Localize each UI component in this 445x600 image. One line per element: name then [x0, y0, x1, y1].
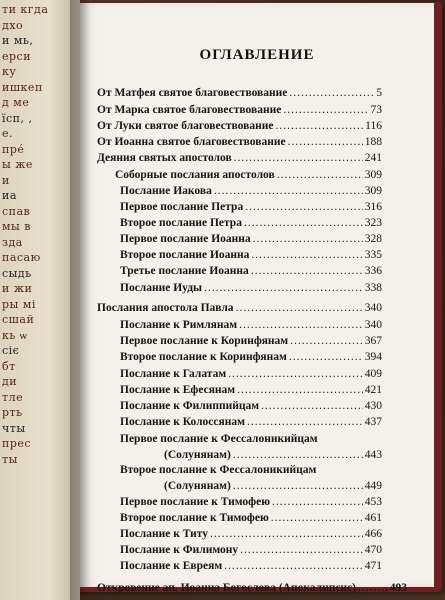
left-page-line: тле [2, 390, 24, 404]
toc-entry[interactable] [120, 185, 382, 197]
toc-page-number: 241 [364, 152, 382, 164]
toc-entry[interactable] [120, 282, 382, 294]
toc-entry[interactable] [120, 400, 382, 412]
left-page-line: ти кгда [2, 3, 49, 16]
toc-page-number: 340 [364, 302, 382, 314]
toc-leader-dots [277, 169, 363, 181]
toc-page-number: 73 [370, 104, 382, 116]
toc-entry[interactable] [120, 560, 382, 572]
left-page-line: пасаю [2, 251, 41, 264]
left-page-line: чты [2, 421, 26, 435]
toc-entry[interactable] [120, 265, 382, 277]
toc-page-number: 453 [364, 496, 382, 508]
toc-leader-dots [261, 400, 363, 412]
toc-page-number: 116 [365, 120, 382, 132]
left-page-line: спав [2, 204, 31, 218]
toc-leader-dots [251, 249, 362, 261]
toc-entry-title: Послание Иуды [120, 282, 202, 294]
toc-leader-dots [289, 87, 374, 99]
toc-entry-title: Первое послание Иоанна [120, 233, 251, 245]
toc-leader-dots [236, 302, 363, 314]
left-page-line: мы в [2, 220, 32, 233]
library-stamp [200, 503, 370, 533]
toc-entry-continuation[interactable] [164, 480, 382, 492]
toc-entry-title: Деяния святых апостолов [97, 152, 232, 164]
toc-leader-dots [214, 185, 363, 197]
toc-leader-dots [247, 416, 363, 428]
toc-page-number: 323 [364, 217, 382, 229]
toc-leader-dots [251, 265, 363, 277]
toc-entry[interactable] [97, 104, 382, 116]
left-page-line: сшай [2, 313, 35, 326]
left-page-line: и [2, 173, 10, 187]
toc-entry[interactable] [120, 384, 382, 396]
toc-entry[interactable] [120, 416, 382, 428]
toc-entry-title: Послание к Ефесянам [120, 384, 236, 396]
left-page-line: е. [2, 127, 14, 140]
left-page [0, 0, 80, 600]
toc-entry-title: Первое послание к Тимофею [120, 496, 271, 508]
toc-entry-title: Послание к Римлянам [120, 319, 238, 331]
toc-page-number: 470 [364, 544, 382, 556]
left-page-line: їсп, , [2, 111, 33, 125]
toc-entry-title: Послание к Титу [120, 528, 208, 540]
toc-entry-title: От Луки святое благовествование [97, 120, 274, 132]
left-page-line: прес [2, 437, 32, 450]
toc-entry-title: От Марка святое благовествование [97, 104, 282, 116]
toc-page-number: 316 [364, 201, 382, 213]
toc-leader-dots [239, 319, 363, 331]
toc-page-number: 421 [364, 384, 382, 396]
toc-entry-title: Второе послание к Фессалоникийцам [120, 464, 317, 476]
toc-entry-continuation[interactable] [164, 449, 382, 461]
toc-entry-title: Послание Иакова [120, 185, 212, 197]
right-page [80, 3, 434, 594]
toc-entry-title: Откровение ап. Иоанна Богослова (Апокалипсис) [97, 582, 356, 594]
toc-entry-title: Второе послание к Коринфянам [120, 351, 287, 363]
toc-entry[interactable] [115, 169, 382, 181]
toc-leader-dots [240, 544, 363, 556]
left-page-line: иа [2, 189, 17, 202]
left-page-line: и мь, [2, 34, 34, 47]
toc-page-number: 409 [364, 368, 382, 380]
toc-page-number: 493 [389, 582, 407, 594]
toc-entry[interactable] [120, 544, 382, 556]
toc-page-number: 430 [364, 400, 382, 412]
toc-page-number: 367 [364, 335, 382, 347]
toc-leader-dots [224, 560, 363, 572]
toc-entry[interactable] [120, 249, 382, 261]
toc-entry-title: Третье послание Иоанна [120, 265, 249, 277]
toc-page-number: 466 [364, 528, 382, 540]
left-page-line: ты [2, 452, 18, 466]
toc-leader-dots [275, 120, 363, 132]
toc-leader-dots [244, 217, 363, 229]
left-page-line: ры мі [2, 297, 36, 311]
left-page-line: дхо [2, 18, 24, 32]
toc-leader-dots [289, 351, 363, 363]
toc-leader-dots [237, 384, 363, 396]
toc-entry-title: Второе послание Петра [120, 217, 242, 229]
toc-page-number: 437 [364, 416, 382, 428]
left-page-line: ишкеп [2, 80, 43, 94]
left-page-line: ерси [2, 49, 32, 63]
toc-entry[interactable] [97, 152, 382, 164]
toc-entry-title: Послание к Евреям [120, 560, 223, 572]
toc-entry[interactable] [97, 582, 407, 594]
left-page-line: ы же [2, 158, 33, 171]
toc-page-number: 471 [364, 560, 382, 572]
left-page-line: ди [2, 375, 18, 388]
left-page-line: бт [2, 359, 16, 373]
toc-leader-dots [288, 136, 363, 148]
toc-entry-title: Послания апостола Павла [97, 302, 234, 314]
toc-leader-dots [204, 282, 363, 294]
toc-leader-dots [245, 201, 363, 213]
toc-entry-title: Первое послание Петра [120, 201, 244, 213]
toc-leader-dots [283, 104, 368, 116]
toc-page-number: 188 [364, 136, 382, 148]
toc-entry-title: Первое послание к Фессалоникийцам [120, 433, 318, 445]
toc-entry[interactable] [120, 201, 382, 213]
toc-entry[interactable] [97, 302, 382, 314]
toc-entry[interactable] [97, 120, 382, 132]
toc-entry-title: Второе послание Иоанна [120, 249, 250, 261]
book-gutter [70, 0, 90, 600]
toc-page-number: 443 [364, 449, 382, 461]
toc-leader-dots [358, 582, 388, 594]
toc-leader-dots [233, 480, 363, 492]
toc-entry-title: Послание к Филиппийцам [120, 400, 260, 412]
toc-page-number: 340 [364, 319, 382, 331]
toc-page-number: 336 [364, 265, 382, 277]
left-page-line: ку [2, 65, 17, 78]
toc-page-number: 394 [364, 351, 382, 363]
toc-entry-title: Соборные послания апостолов [115, 169, 275, 181]
toc-page-number: 328 [364, 233, 382, 245]
toc-entry[interactable] [120, 351, 382, 363]
toc-entry[interactable] [120, 464, 382, 476]
left-page-line: и жи [2, 282, 33, 295]
toc-page-number: 461 [364, 512, 382, 524]
toc-leader-dots [290, 335, 363, 347]
toc-entry-title: От Матфея святое благовествование [97, 87, 288, 99]
toc-entry-title: Послание к Галатам [120, 368, 227, 380]
toc-page-number: 335 [364, 249, 382, 261]
toc-entry[interactable] [97, 136, 382, 148]
toc-entry[interactable] [120, 217, 382, 229]
toc-entry-title-cont: (Солунянам) [164, 480, 231, 492]
page-title: ОГЛАВЛЕНИЕ [199, 47, 315, 63]
toc-entry-title: Второе послание к Тимофею [120, 512, 269, 524]
left-page-line: д ме [2, 96, 30, 109]
toc-entry-title-cont: (Солунянам) [164, 449, 231, 461]
toc-page-number: 5 [376, 87, 382, 99]
left-page-line: кь ѡ [2, 328, 28, 342]
left-page-line: сіє [2, 344, 20, 357]
left-page-line: сыдь [2, 266, 32, 280]
toc-entry[interactable] [120, 335, 382, 347]
left-page-line: пре́ [2, 142, 25, 156]
left-page-text [2, 2, 72, 467]
toc-leader-dots [228, 368, 363, 380]
toc-entry-title: Первое послание к Коринфянам [120, 335, 289, 347]
toc-page-number: 338 [364, 282, 382, 294]
toc-entry-title: Послание к Колоссянам [120, 416, 245, 428]
toc-entry[interactable] [120, 319, 382, 331]
left-page-line: зда [2, 235, 23, 249]
toc-entry-title: Послание к Филимону [120, 544, 239, 556]
toc-leader-dots [233, 449, 363, 461]
toc-leader-dots [253, 233, 363, 245]
toc-page-number: 449 [364, 480, 382, 492]
toc-entry[interactable] [120, 233, 382, 245]
toc-leader-dots [234, 152, 363, 164]
toc-page-number: 309 [364, 185, 382, 197]
toc-page-number: 309 [364, 169, 382, 181]
left-page-line: рть [2, 406, 23, 419]
toc-entry[interactable] [97, 87, 382, 99]
toc-entry-title: От Иоанна святое благовествование [97, 136, 286, 148]
toc-entry[interactable] [120, 433, 382, 445]
toc-entry[interactable] [120, 368, 382, 380]
